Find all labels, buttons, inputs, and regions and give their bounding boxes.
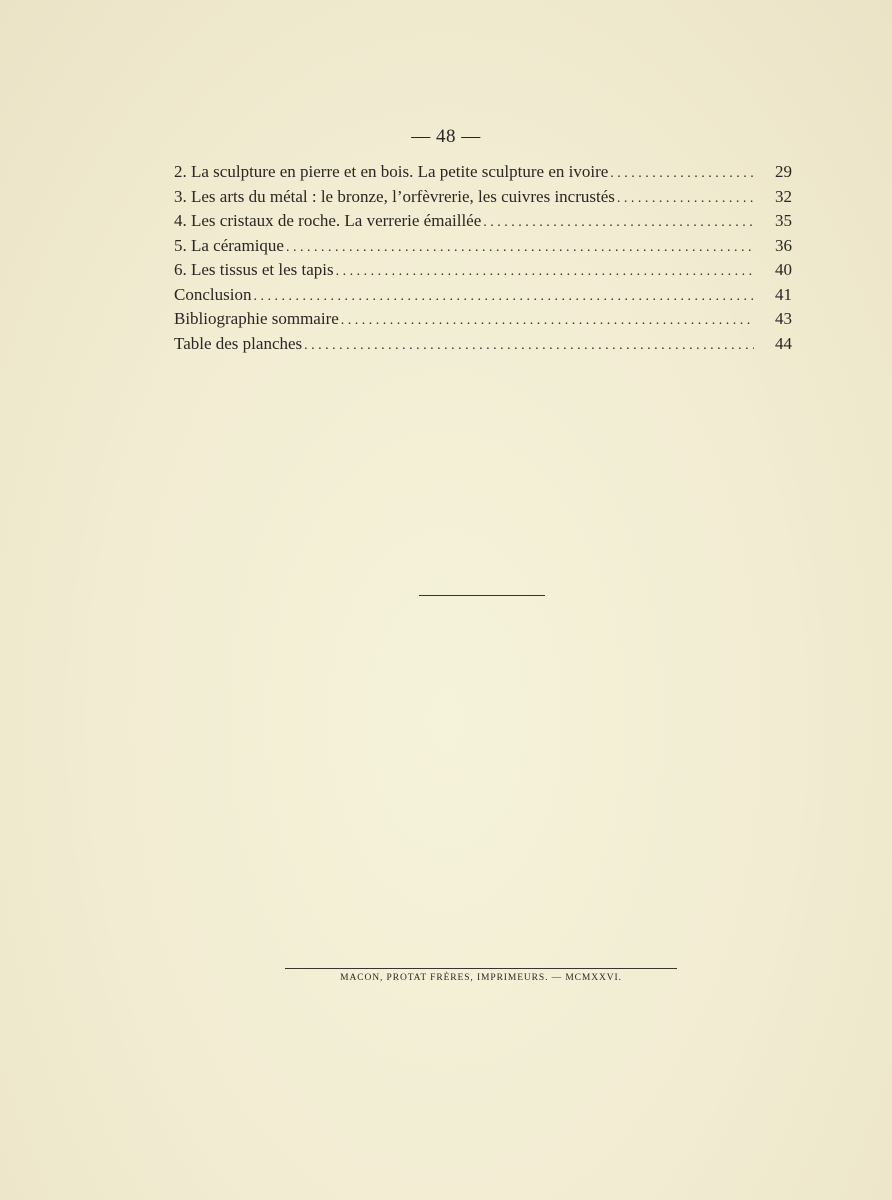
- toc-entry-label: 5. La céramique: [174, 235, 284, 255]
- dot-leader: [253, 285, 754, 310]
- printer-imprint: MACON, PROTAT FRÈRES, IMPRIMEURS. — MCMXXVI.: [340, 973, 622, 983]
- toc-entry: [174, 209, 792, 234]
- toc-entry-page: 35: [775, 211, 792, 230]
- dot-leader: [341, 309, 754, 334]
- imprint-rule: [285, 968, 677, 969]
- toc-entry: [174, 258, 792, 283]
- toc-entry: [174, 185, 792, 210]
- toc-entry: [174, 307, 792, 332]
- toc-entry: [174, 332, 792, 357]
- dot-leader: [483, 211, 754, 236]
- toc-entry: [174, 283, 792, 308]
- toc-entry-label: 4. Les cristaux de roche. La verrerie émaillée: [174, 211, 482, 230]
- toc-entry-label: Bibliographie sommaire: [174, 309, 339, 328]
- toc-entry: [174, 234, 792, 259]
- toc-entry-page: 36: [775, 235, 792, 255]
- toc-entry-label: Conclusion: [174, 284, 252, 304]
- dot-leader: [286, 236, 754, 261]
- toc-entry-label: 2. La sculpture en pierre et en bois. La petite sculpture en ivoire: [174, 162, 609, 181]
- toc-entry: [174, 160, 792, 185]
- dot-leader: [610, 162, 754, 187]
- section-divider: [419, 595, 545, 596]
- toc-entry-page: 29: [775, 162, 792, 181]
- toc-entry-label: Table des planches: [174, 333, 303, 353]
- page-number: — 48 —: [411, 126, 481, 147]
- table-of-contents: [174, 160, 792, 356]
- toc-entry-page: 32: [775, 186, 792, 206]
- toc-entry-page: 40: [775, 260, 792, 279]
- toc-entry-label: 6. Les tissus et les tapis: [174, 260, 334, 279]
- toc-entry-page: 44: [775, 333, 792, 353]
- dot-leader: [617, 187, 754, 212]
- dot-leader: [336, 260, 754, 285]
- dot-leader: [304, 334, 754, 359]
- toc-entry-page: 41: [775, 284, 792, 304]
- toc-entry-label: 3. Les arts du métal : le bronze, l’orfèvrerie, les cuivres incrustés: [174, 186, 615, 206]
- toc-entry-page: 43: [775, 309, 792, 328]
